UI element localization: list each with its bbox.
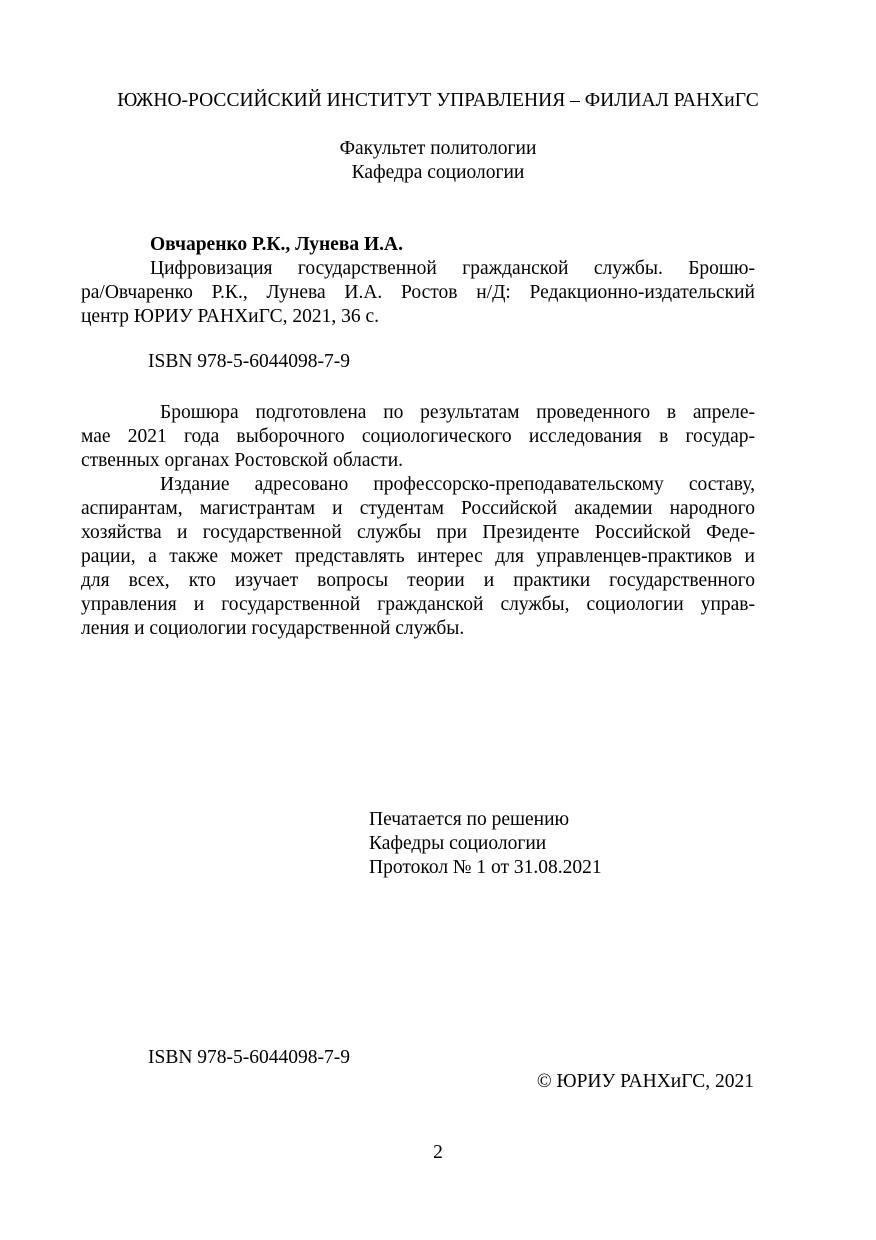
page-number: 2 xyxy=(433,1142,443,1163)
annotation-line: ления и социологии государственной службы. xyxy=(81,618,465,639)
bib-line: Цифровизация государственной гражданской службы. Брошю- xyxy=(150,258,755,279)
approval-line: Печатается по решению xyxy=(369,809,570,830)
isbn-record: ISBN 978-5-6044098-7-9 xyxy=(148,351,351,372)
annotation-line: рации, а также может представлять интерес для управленцев-практиков и xyxy=(81,546,755,567)
annotation-line: мае 2021 года выборочного социологического исследования в государ- xyxy=(81,426,755,447)
annotation-line: Издание адресовано профессорско-преподавательскому составу, xyxy=(160,474,755,495)
approval-line: Кафедры социологии xyxy=(369,833,547,854)
copyright: © ЮРИУ РАНХиГС, 2021 xyxy=(536,1071,754,1092)
annotation-line: хозяйства и государственной службы при Президенте Российской Феде- xyxy=(81,522,755,543)
annotation-line: для всех, кто изучает вопросы теории и практики государственного xyxy=(81,570,755,591)
authors: Овчаренко Р.К., Лунева И.А. xyxy=(150,234,403,255)
approval-protocol: Протокол № 1 от 31.08.2021 xyxy=(369,857,602,878)
faculty-name: Факультет политологии xyxy=(339,138,537,159)
bib-line: ра/Овчаренко Р.К., Лунева И.А. Ростов н/Д: Редакционно-издательский xyxy=(81,282,755,303)
department-name: Кафедра социологии xyxy=(351,162,525,183)
institution-title: ЮЖНО-РОССИЙСКИЙ ИНСТИТУТ УПРАВЛЕНИЯ – ФИЛИАЛ РАНХиГС xyxy=(117,90,759,111)
annotation-line: ственных органах Ростовской области. xyxy=(81,450,404,471)
annotation-line: аспирантам, магистрантам и студентам Российской академии народного xyxy=(81,498,755,519)
annotation-line: управления и государственной гражданской службы, социологии управ- xyxy=(81,594,755,615)
bib-line: центр ЮРИУ РАНХиГС, 2021, 36 с. xyxy=(81,306,380,327)
annotation-line: Брошюра подготовлена по результатам проведенного в апреле- xyxy=(160,402,755,423)
isbn-footer: ISBN 978-5-6044098-7-9 xyxy=(148,1047,351,1068)
